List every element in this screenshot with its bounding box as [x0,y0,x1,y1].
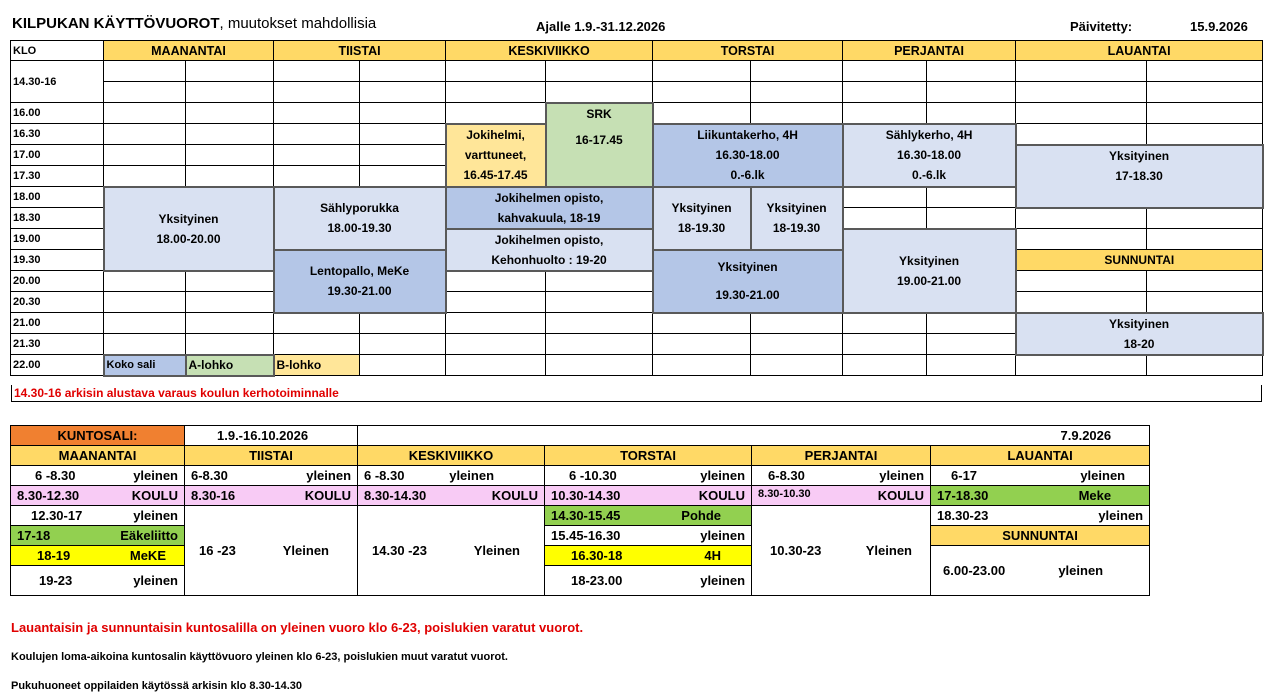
booking-line: Jokihelmen opisto, [494,190,604,205]
booking-thu-private-c [653,250,843,313]
booking-line: 0.-6.lk [730,168,765,182]
booking-line: 19.30-21.00 [327,284,392,298]
time-label: 16.30 [11,124,104,145]
day-header-wed: KESKIVIIKKO [446,41,653,61]
gym-slot: 18-23.00 yleinen [545,566,752,596]
gym-day-sat: LAUANTAI [931,446,1150,466]
time-label: 17.30 [11,166,104,187]
booking-sat-private [1016,145,1263,208]
gym-slot: 17-18 Eäkeliitto [11,526,185,546]
booking-line: 18-20 [1123,336,1155,351]
day-header-thu: TORSTAI [653,41,843,61]
gym-slot: 12.30-17 yleinen [11,506,185,526]
gym-slot: 6-8.30 yleinen [185,466,358,486]
hall-schedule-table [10,40,1264,377]
gym-slot: 6-8.30 yleinen [752,466,931,486]
time-label: 20.00 [11,271,104,292]
gym-title: KUNTOSALI: [11,426,185,446]
legend-b-lohko: B-lohko [274,355,360,376]
legend-a-lohko: A-lohko [186,355,274,376]
booking-sun-private [1016,313,1263,355]
gym-slot: 15.45-16.30 yleinen [545,526,752,546]
gym-slot: 8.30-12.30 KOULU [11,486,185,506]
booking-line: Sählykerho, 4H [885,128,973,142]
gym-schedule-table [10,425,1150,596]
day-header-mon: MAANANTAI [104,41,274,61]
booking-line: Yksityinen [1109,148,1170,163]
gym-day-mon: MAANANTAI [11,446,185,466]
day-header-tue: TIISTAI [274,41,446,61]
booking-line: 19.00-21.00 [897,273,962,288]
gym-slot-large: 10.30-23 Yleinen [752,506,931,596]
time-label: 20.30 [11,292,104,313]
booking-line: 16.45-17.45 [463,168,528,182]
time-label: 21.30 [11,334,104,355]
booking-line: 18-19.30 [677,221,726,235]
time-label: 16.00 [11,103,104,124]
title-rest: , muutokset mahdollisia [219,15,377,32]
gym-slot: 6-17 yleinen [931,466,1150,486]
booking-line: 16.30-18.00 [715,148,780,162]
gym-slot-large: 6.00-23.00 yleinen [931,546,1150,596]
gym-slot-large: 14.30 -23 Yleinen [358,506,545,596]
booking-wed-jokihelmi [446,124,546,187]
booking-tue-volley [274,250,446,313]
gym-slot: 14.30-15.45 Pohde [545,506,752,526]
time-label: 18.30 [11,208,104,229]
gym-slot: 19-23 yleinen [11,566,185,596]
booking-line: 16.30-18.00 [897,148,962,162]
booking-wed-opisto-2 [446,229,653,271]
booking-line: Yksityinen [1109,316,1170,331]
booking-line: 18.00-19.30 [327,221,392,235]
booking-line: Kehonhuolto : 19-20 [491,252,607,267]
page-title [12,15,376,32]
gym-slot: 10.30-14.30 KOULU [545,486,752,506]
hall-note: 14.30-16 arkisin alustava varaus koulun kerhotoiminnalle [11,385,1262,402]
period-label: Ajalle 1.9.-31.12.2026 [536,19,666,34]
booking-line: Yksityinen [899,253,960,268]
sunday-header: SUNNUNTAI [1016,250,1263,271]
updated-label: Päivitetty: [1070,19,1133,34]
gym-slot: 18-19 MeKE [11,546,185,566]
time-label: 19.30 [11,250,104,271]
gym-slot: 8.30-10.30 KOULU [752,486,931,506]
gym-sunday-header: SUNNUNTAI [931,526,1150,546]
gym-date: 7.9.2026 [358,426,1150,446]
booking-line: Yksityinen [766,201,827,215]
booking-line: Yksityinen [158,211,219,226]
gym-slot-large: 16 -23 Yleinen [185,506,358,596]
title-bold: KILPUKAN KÄYTTÖVUOROT [12,15,220,32]
note-holidays: Koulujen loma-aikoina kuntosalin käyttövuoro yleinen klo 6-23, poislukien muut varatut vuorot. [11,651,508,663]
booking-fri-private [843,229,1016,313]
booking-line: 16-17.45 [575,132,623,147]
time-label: 21.00 [11,313,104,334]
gym-day-tue: TIISTAI [185,446,358,466]
time-label: 19.00 [11,229,104,250]
booking-mon-private [104,187,274,271]
booking-line: Sählyporukka [320,201,399,215]
note-lockers: Pukuhuoneet oppilaiden käytössä arkisin klo 8.30-14.30 [11,680,302,692]
gym-day-thu: TORSTAI [545,446,752,466]
time-label: 17.00 [11,145,104,166]
note-weekend: Lauantaisin ja sunnuntaisin kuntosalilla on yleinen vuoro klo 6-23, poislukien varatut vuorot. [11,620,584,635]
booking-line: 18-19.30 [772,221,821,235]
gym-slot: 6 -8.30 yleinen [11,466,185,486]
booking-wed-opisto-1 [446,187,653,229]
booking-line: Yksityinen [717,260,778,274]
booking-line: 19.30-21.00 [715,288,780,302]
day-header-sat: LAUANTAI [1016,41,1263,61]
gym-slot: 6 -8.30 yleinen [358,466,545,486]
booking-line: Jokihelmen opisto, [494,232,604,247]
gym-day-fri: PERJANTAI [752,446,931,466]
booking-thu-club [653,124,843,187]
booking-line: SRK [586,106,612,121]
booking-tue-floorball [274,187,446,250]
booking-line: Yksityinen [671,201,732,215]
gym-slot: 8.30-14.30 KOULU [358,486,545,506]
gym-slot: 17-18.30 Meke [931,486,1150,506]
time-label: 18.00 [11,187,104,208]
gym-period: 1.9.-16.10.2026 [185,426,358,446]
time-label: 14.30-16 [11,61,104,103]
booking-line: 0.-6.lk [912,168,947,182]
gym-slot: 16.30-18 4H [545,546,752,566]
booking-thu-private-a [653,187,751,250]
day-header-fri: PERJANTAI [843,41,1016,61]
klo-header: KLO [11,41,104,61]
updated-date: 15.9.2026 [1190,19,1248,34]
booking-wed-srk [546,103,653,187]
booking-thu-private-b [751,187,843,250]
booking-line: 18.00-20.00 [156,231,221,246]
booking-line: Liikuntakerho, 4H [697,128,798,142]
gym-slot: 18.30-23 yleinen [931,506,1150,526]
booking-line: kahvakuula, 18-19 [497,210,601,225]
time-label: 22.00 [11,355,104,376]
booking-line: Jokihelmi, [466,128,525,142]
booking-line: varttuneet, [464,148,527,162]
booking-line: Lentopallo, MeKe [309,264,410,278]
gym-slot: 6 -10.30 yleinen [545,466,752,486]
legend-koko-sali: Koko sali [104,355,186,376]
booking-line: 17-18.30 [1115,168,1163,183]
gym-day-wed: KESKIVIIKKO [358,446,545,466]
booking-fri-club [843,124,1016,187]
gym-slot: 8.30-16 KOULU [185,486,358,506]
